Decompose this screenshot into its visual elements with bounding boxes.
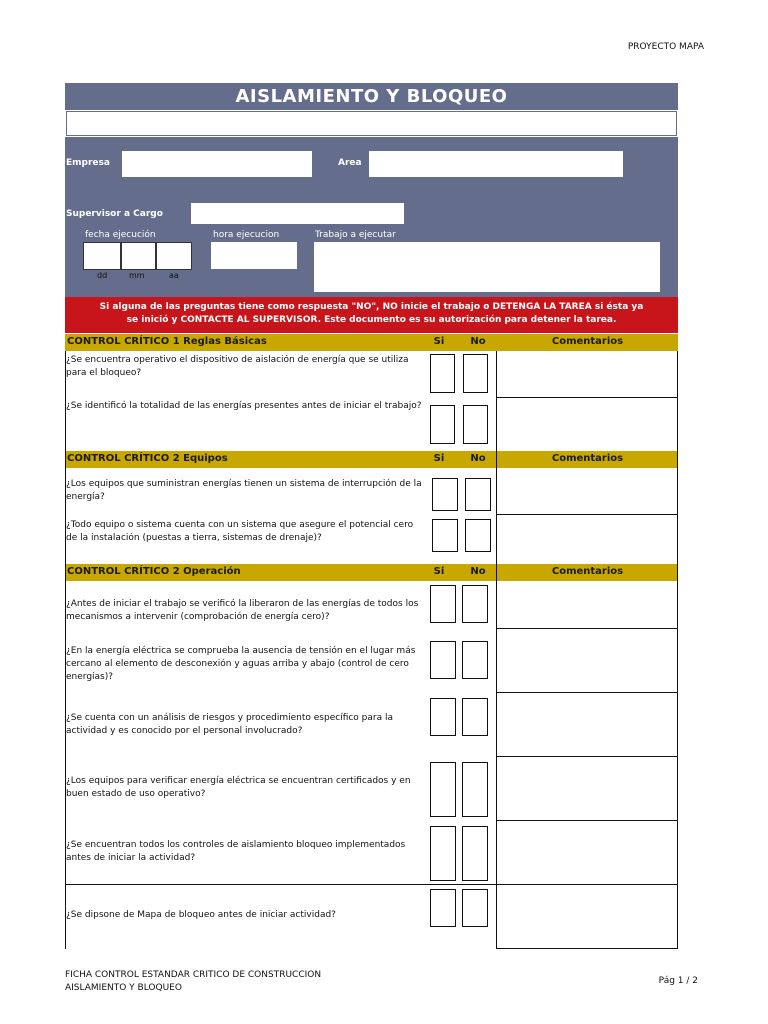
date-month-field[interactable] <box>121 242 156 270</box>
date-year-field[interactable] <box>156 242 192 270</box>
fecha-label: fecha ejecución <box>85 230 156 240</box>
section-header-2 <box>65 451 678 468</box>
si-checkbox-2[interactable] <box>430 405 455 444</box>
supervisor-field[interactable] <box>191 203 404 224</box>
comment-field-9[interactable] <box>497 821 677 884</box>
no-checkbox-10[interactable] <box>462 889 488 927</box>
empresa-label: Empresa <box>66 158 110 168</box>
comment-field-1[interactable] <box>497 352 677 397</box>
no-checkbox-9[interactable] <box>462 826 488 881</box>
question-2: ¿Se identificó la totalidad de las energías presentes antes de iniciar el trabajo? <box>66 401 422 411</box>
trabajo-label: Trabajo a ejecutar <box>315 230 396 240</box>
hora-label: hora ejecucion <box>213 230 280 240</box>
si-header: Si <box>433 336 445 347</box>
si-checkbox-4[interactable] <box>432 519 458 552</box>
comment-field-3[interactable] <box>497 469 677 514</box>
comment-field-2[interactable] <box>497 398 677 450</box>
si-checkbox-5[interactable] <box>430 585 456 623</box>
si-header: Si <box>433 453 445 464</box>
date-day-field[interactable] <box>83 242 121 270</box>
si-checkbox-8[interactable] <box>430 762 456 817</box>
comment-divider <box>496 948 678 949</box>
warning-line-2: se inició y CONTACTE AL SUPERVISOR. Este documento es su autorización para detener la tarea. <box>126 315 617 325</box>
section-title-1: CONTROL CRÍTICO 1 Reglas Básicas <box>67 336 267 347</box>
comment-field-5[interactable] <box>497 582 677 628</box>
section-header-3 <box>65 564 678 581</box>
no-checkbox-2[interactable] <box>463 405 488 444</box>
comentarios-header: Comentarios <box>551 453 624 464</box>
project-name: PROYECTO MAPA <box>627 42 704 52</box>
si-checkbox-9[interactable] <box>430 826 456 881</box>
si-checkbox-3[interactable] <box>432 478 458 511</box>
question-4: ¿Todo equipo o sistema cuenta con un sistema que asegure el potencial cero de la instalación (puestas a tierra, sistemas de drenaje)? <box>66 520 414 543</box>
question-6: ¿En la energía eléctrica se comprueba la ausencia de tensión en el lugar más cercano al elemento de desconexión y aguas arriba y abajo (control de cero energías)? <box>66 646 416 682</box>
si-checkbox-10[interactable] <box>430 889 456 927</box>
footer-line-1: FICHA CONTROL ESTANDAR CRITICO DE CONSTRUCCION <box>65 970 322 980</box>
grid-right-line <box>677 351 678 949</box>
empresa-field[interactable] <box>122 151 312 177</box>
comment-field-4[interactable] <box>497 515 677 563</box>
question-8: ¿Los equipos para verificar energía eléctrica se encuentran certificados y en buen estado de uso operativo? <box>66 776 411 799</box>
mm-label: mm <box>129 271 145 280</box>
no-header: No <box>470 566 486 577</box>
grid-left-line <box>65 351 66 949</box>
area-field[interactable] <box>369 151 623 177</box>
question-3: ¿Los equipos que suministran energías tienen un sistema de interrupción de la energía? <box>66 479 422 502</box>
no-header: No <box>470 453 486 464</box>
no-header: No <box>470 336 486 347</box>
blank-row[interactable] <box>66 111 677 136</box>
no-checkbox-3[interactable] <box>465 478 491 511</box>
question-1: ¿Se encuentra operativo el dispositivo de aislación de energía que se utiliza para el bloqueo? <box>66 355 409 378</box>
comment-field-7[interactable] <box>497 693 677 756</box>
hora-field[interactable] <box>211 242 297 269</box>
question-7: ¿Se cuenta con un análisis de riesgos y procedimiento específico para la actividad y es conocido por el personal involucrado? <box>66 713 393 736</box>
section-header-1 <box>65 334 678 351</box>
page-number: Pág 1 / 2 <box>658 976 698 986</box>
form-title: AISLAMIENTO Y BLOQUEO <box>65 83 678 110</box>
supervisor-label: Supervisor a Cargo <box>66 209 163 219</box>
trabajo-field[interactable] <box>314 242 660 292</box>
comment-field-10[interactable] <box>497 885 677 948</box>
section-title-2: CONTROL CRÍTICO 2 Equipos <box>67 453 228 464</box>
question-10: ¿Se dipsone de Mapa de bloqueo antes de iniciar actividad? <box>66 910 336 920</box>
no-checkbox-5[interactable] <box>462 585 488 623</box>
footer-text <box>65 969 321 995</box>
section-title-3: CONTROL CRÍTICO 2 Operación <box>67 566 241 577</box>
comment-field-8[interactable] <box>497 757 677 820</box>
no-checkbox-8[interactable] <box>462 762 488 817</box>
no-checkbox-6[interactable] <box>462 641 488 679</box>
dd-label: dd <box>97 271 108 280</box>
si-checkbox-7[interactable] <box>430 698 456 736</box>
aa-label: aa <box>169 271 179 280</box>
si-checkbox-6[interactable] <box>430 641 456 679</box>
si-header: Si <box>433 566 445 577</box>
warning-line-1: Si alguna de las preguntas tiene como respuesta "NO", NO inicie el trabajo o DETENGA LA TAREA si ésta ya <box>99 302 644 312</box>
si-checkbox-1[interactable] <box>430 354 455 393</box>
warning-banner <box>65 297 678 333</box>
comentarios-header: Comentarios <box>551 566 624 577</box>
question-9: ¿Se encuentran todos los controles de aislamiento bloqueo implementados antes de iniciar la actividad? <box>66 840 406 863</box>
footer-line-2: AISLAMIENTO Y BLOQUEO <box>65 983 182 993</box>
comment-field-6[interactable] <box>497 629 677 692</box>
area-label: Area <box>338 158 362 168</box>
comentarios-header: Comentarios <box>551 336 624 347</box>
no-checkbox-7[interactable] <box>462 698 488 736</box>
no-checkbox-1[interactable] <box>463 354 488 393</box>
question-5: ¿Antes de iniciar el trabajo se verificó la liberaron de las energías de todos los mecanismos a intervenir (comprobación de energía cero)? <box>66 599 419 622</box>
no-checkbox-4[interactable] <box>465 519 491 552</box>
header-fields-panel <box>65 137 678 297</box>
